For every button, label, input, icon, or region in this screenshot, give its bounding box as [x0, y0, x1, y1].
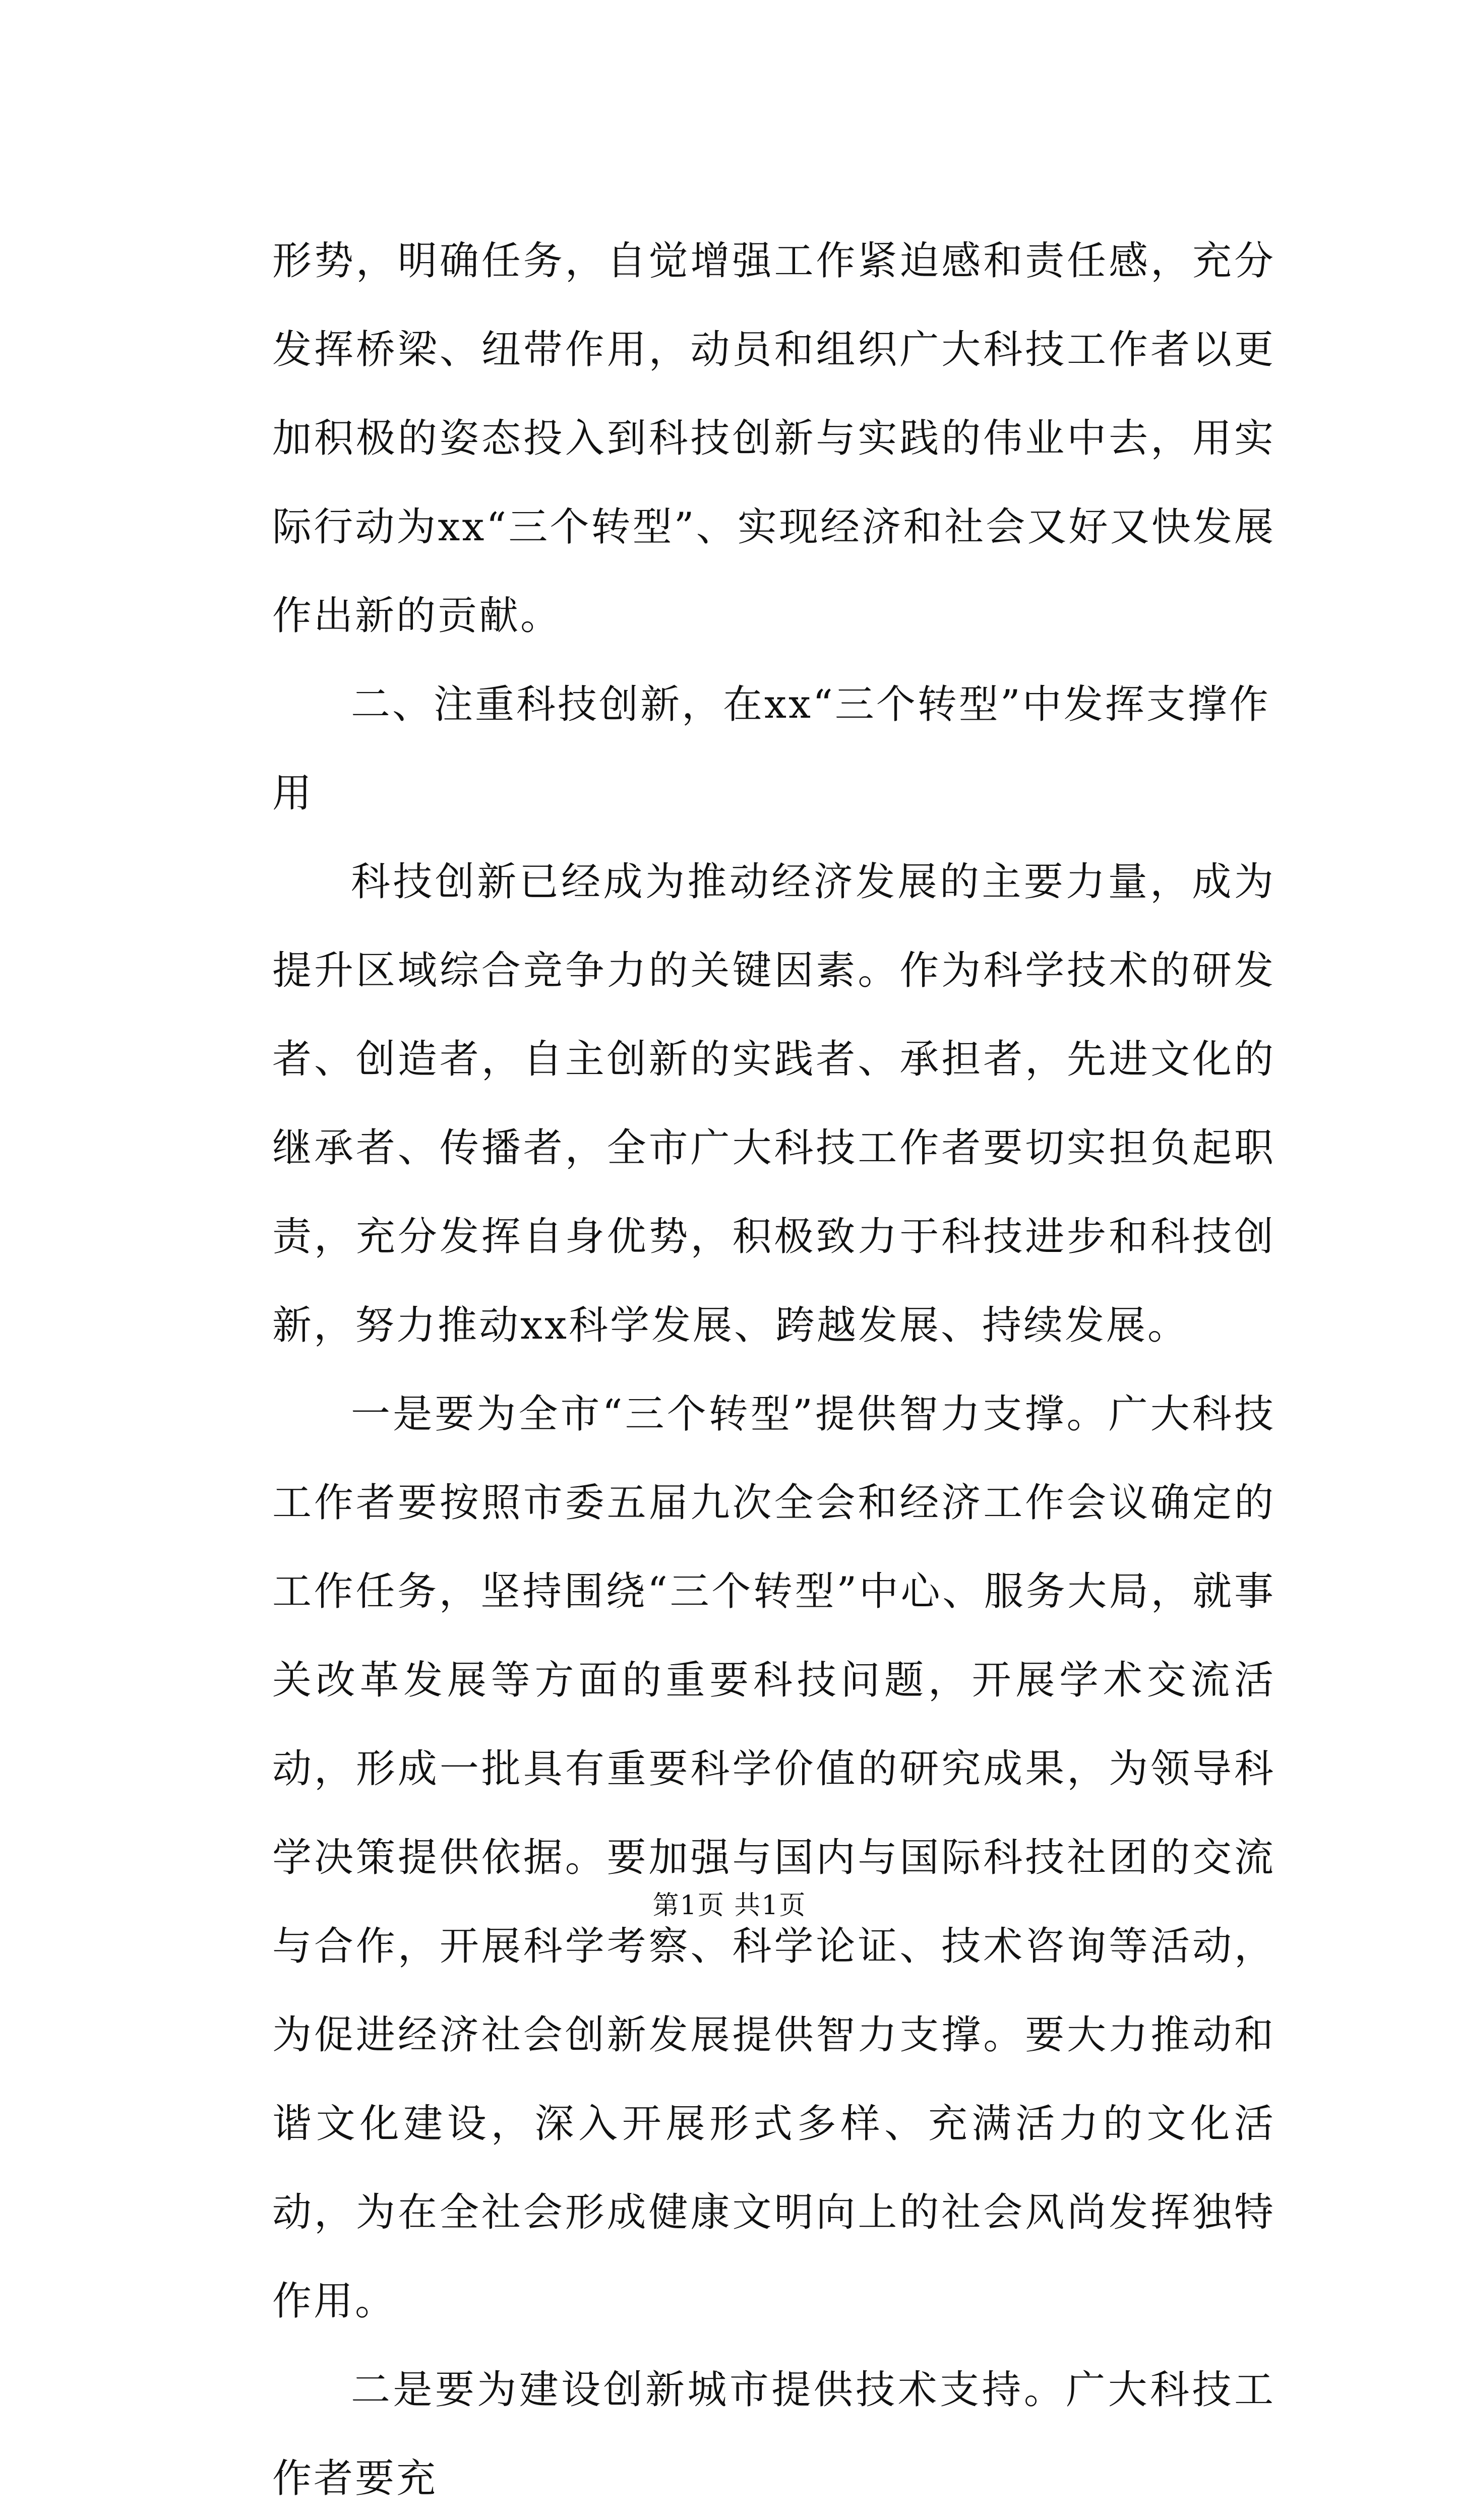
body-paragraph: 形势，明确任务，自觉增强工作紧迫感和责任感，充分发挥桥梁、纽带作用，动员和组织广大科技工作者以更加积极的姿态投入到科技创新与实践的伟业中去，用实际行动为xx“三个转型”、实现经济和社会又好又快发展作出新的贡献。	[272, 238, 1275, 639]
section-heading: 二、注重科技创新，在xx“三个转型”中发挥支撑作用	[272, 682, 1270, 816]
document-body	[272, 217, 1275, 2520]
body-paragraph: 二是要为建设创新城市提供技术支持。广大科技工作者要充	[272, 2367, 1275, 2501]
body-paragraph: 科技创新已经成为推动经济发展的主要力量，成为提升区域综合竞争力的关键因素。作为科学技术的研发者、创造者，自主创新的实践者、承担者，先进文化的继承者、传播者，全市广大科技工作者要切实担负起职责，充分发挥自身优势，积极致力于科技进步和科技创新，努力推动xx科学发展、跨越发展、持续发展。	[272, 859, 1275, 1348]
page-footer: 第1页 共1页	[652, 1891, 807, 1921]
body-paragraph: 一是要为全市“三个转型”提供智力支撑。广大科技工作者要按照市委五届九次全会和经济工作会议确定的工作任务，坚持围绕“三个转型”中心、服务大局，就事关改革发展等方面的重要科技问题，开展学术交流活动，形成一批具有重要科学价值的研究成果，为领导科学决策提供依据。要加强与国内与国际科技社团的交流与合作，开展科学考察、科学论证、技术咨询等活动，为促进经济社会创新发展提供智力支撑。要大力推动和谐文化建设，深入开展形式多样、充满活力的文化活动，为在全社会形成健康文明向上的社会风尚发挥独特作用。	[272, 1392, 1275, 2324]
